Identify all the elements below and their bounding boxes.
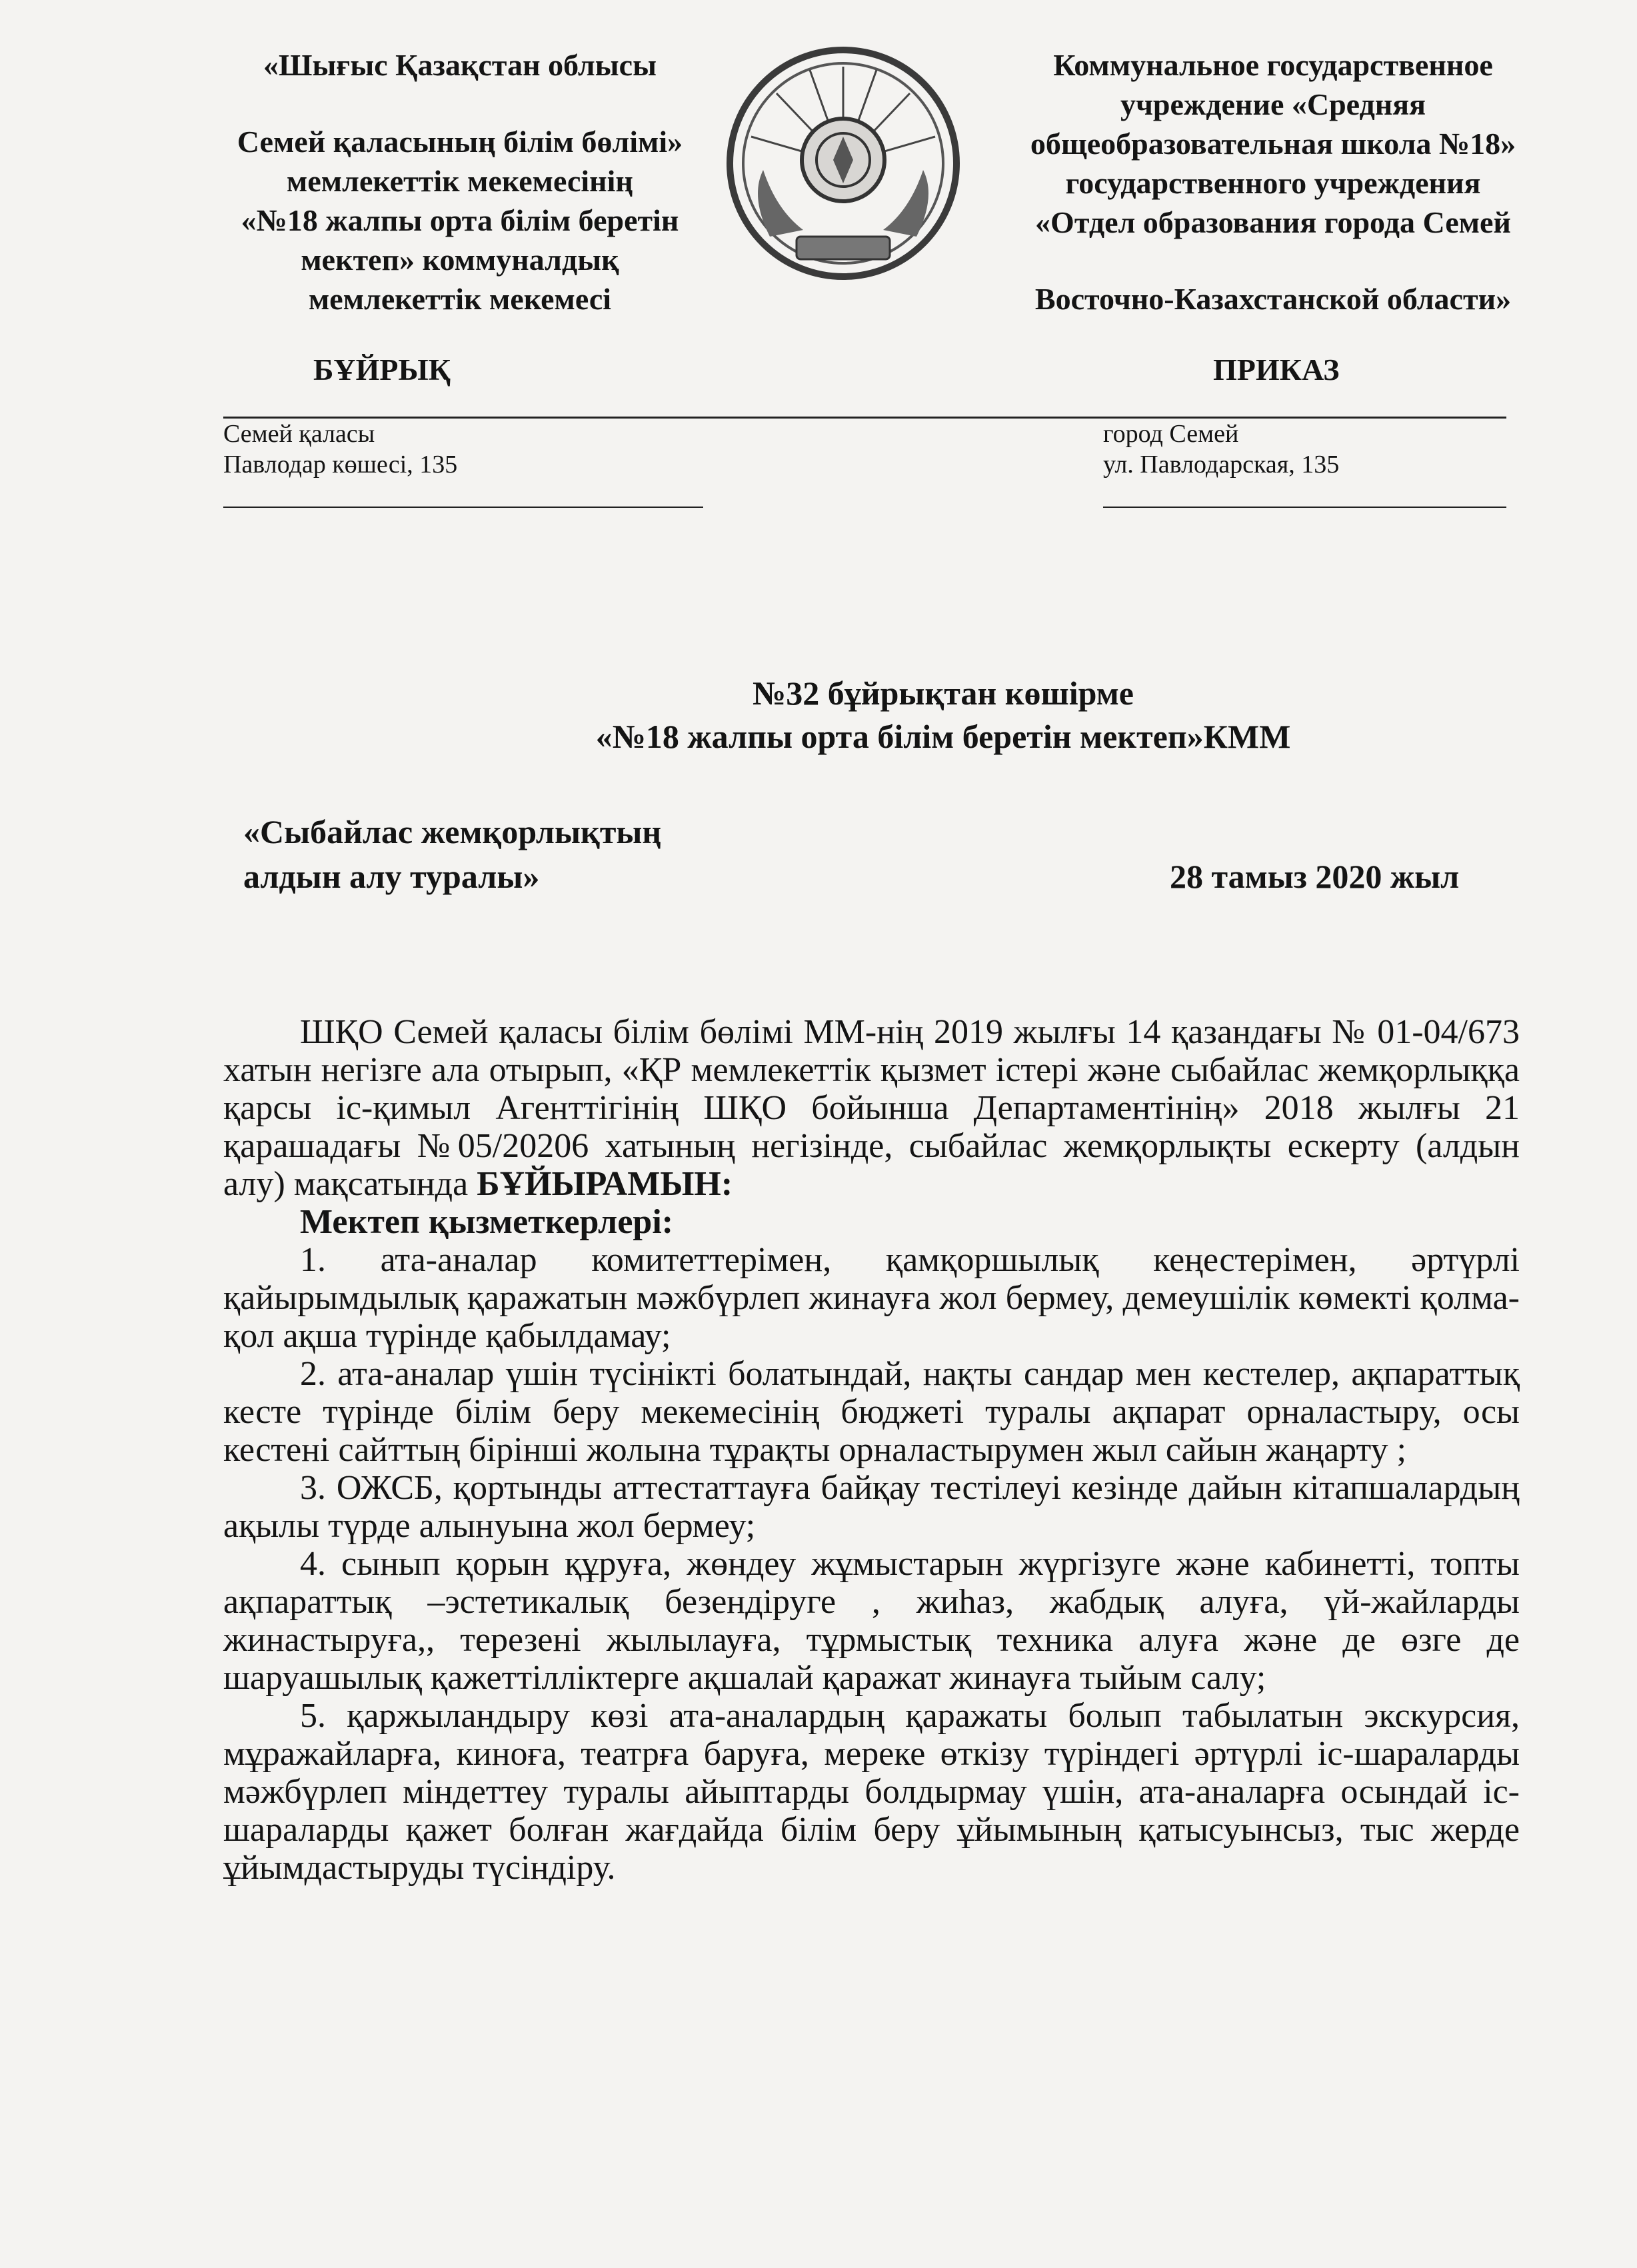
subject-line-1: «Сыбайлас жемқорлықтың bbox=[243, 813, 662, 850]
address-underline-right bbox=[1103, 507, 1506, 508]
doc-type-ru: ПРИКАЗ bbox=[1213, 353, 1340, 387]
order-number-title: №32 бұйрықтан көшірме bbox=[753, 674, 1134, 712]
header-right-line: государственного учреждения bbox=[1065, 166, 1481, 200]
header-right-line: общеобразовательная школа №18» bbox=[1030, 127, 1516, 161]
order-item-5: 5. қаржыландыру көзі ата-аналардың қаражаты болып табылатын экскурсия, мұражайларға, киноға, театрға баруға, мереке өткізу түріндегі әртүрлі іс-шараларды мәжбүрлеп міндеттеу туралы айыптарды болдырмау үшін, ата-аналарға осындай іс-шараларды қажет болған жағдайда білім беру ұйымының қатысуынсыз, тыс жерде ұйымдастыруды түсіндіру. bbox=[223, 1697, 1520, 1887]
header-left-line: мемлекеттік мекемесінің bbox=[287, 164, 633, 198]
street-ru: ул. Павлодарская, 135 bbox=[1103, 451, 1340, 479]
staff-heading: Мектеп қызметкерлері: bbox=[300, 1203, 674, 1241]
header-left-line: мемлекеттік мекемесі bbox=[308, 282, 612, 316]
header-right-org bbox=[1000, 45, 1546, 319]
header-left-org bbox=[200, 45, 720, 319]
order-body bbox=[223, 1013, 1520, 1887]
header-right-line: «Отдел образования города Семей bbox=[1035, 205, 1511, 239]
intro-text: ШҚО Семей қаласы білім бөлімі ММ-нің 2019 жылғы 14 қазандағы № 01-04/673 хатын негізге ала отырып, «ҚР мемлекеттік қызмет істері және сыбайлас жемқорлыққа қарсы іс-қимыл Агенттігінің ШҚО бойынша Департаментінің» 2018 жылғы 21 қарашадағы №05/20206 хатының негізінде, сыбайлас жемқорлықты ескерту (алдын алу) мақсатында bbox=[223, 1013, 1520, 1203]
header-left-line: Семей қаласының білім бөлімі» bbox=[237, 125, 683, 159]
header-left-line: «Шығыс Қазақстан облысы bbox=[263, 48, 657, 82]
order-item-2: 2. ата-аналар үшін түсінікті болатындай, нақты сандар мен кестелер, ақпараттық кесте түрінде білім беру мекемесінің бюджеті туралы ақпарат орналастыру, осы кестені сайттың бірінші жолына тұрақты орналастырумен жыл сайын жаңарту ; bbox=[223, 1355, 1520, 1469]
header-left-line: мектеп» коммуналдық bbox=[301, 243, 619, 277]
school-name-title: «№18 жалпы орта білім беретін мектеп»КММ bbox=[595, 718, 1291, 755]
city-kz: Семей қаласы bbox=[223, 420, 375, 448]
address-kz bbox=[223, 419, 457, 480]
header-right-line: Коммунальное государственное bbox=[1053, 48, 1493, 82]
order-date: 28 тамыз 2020 жыл bbox=[1170, 858, 1460, 895]
address-ru bbox=[1103, 419, 1339, 480]
order-item-4: 4. сынып қорын құруға, жөндеу жұмыстарын жүргізуге және кабинетті, топты ақпараттық –эстетикалық безендіруге , жиһаз, жабдық алуға, үй-жайларды жинастыруға,, терезені жылылауға, тұрмыстық техника алуға және де өзге де шаруашылық қажеттілліктерге ақшалай қаражат жинауға тыйым салу; bbox=[223, 1545, 1520, 1697]
city-ru: город Семей bbox=[1103, 420, 1239, 448]
order-item-1: 1. ата-аналар комитеттерімен, қамқоршылық кеңестерімен, әртүрлі қайырымдылық қаражатын мәжбүрлеп жинауға жол бермеу, демеушілік көмекті қолма-қол ақша түрінде қабылдамау; bbox=[223, 1241, 1520, 1355]
intro-paragraph bbox=[223, 1013, 1520, 1203]
header-left-line: «№18 жалпы орта білім беретін bbox=[241, 203, 679, 237]
state-emblem-seal bbox=[723, 37, 963, 293]
order-word: БҰЙЫРАМЫН: bbox=[477, 1165, 733, 1203]
subject-line-2: алдын алу туралы» bbox=[243, 858, 540, 895]
order-item-3: 3. ОЖСБ, қортынды аттестаттауға байқау тестілеуі кезінде дайын кітапшалардың ақылы түрде алынуына жол бермеу; bbox=[223, 1469, 1520, 1545]
doc-type-kz: БҰЙРЫҚ bbox=[313, 353, 451, 387]
address-underline-left bbox=[223, 507, 703, 508]
street-kz: Павлодар көшесі, 135 bbox=[223, 451, 458, 479]
header-right-line: Восточно-Казахстанской области» bbox=[1034, 282, 1512, 316]
header-right-line: учреждение «Средняя bbox=[1120, 87, 1426, 121]
